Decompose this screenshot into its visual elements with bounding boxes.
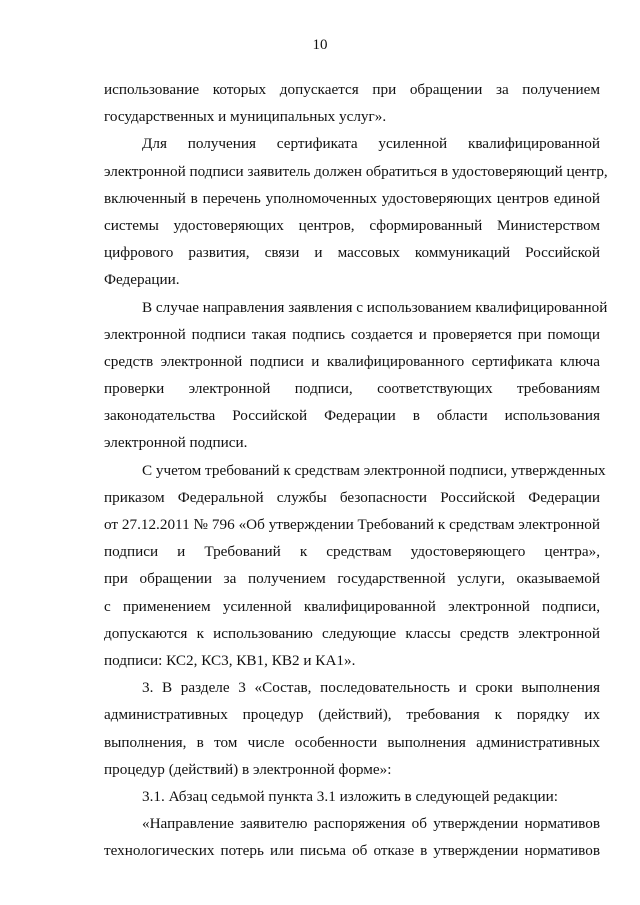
text-line: выполнения, в том числе особенности выполнения административных xyxy=(104,733,600,751)
text-line: средств электронной подписи и квалифицированного сертификата ключа xyxy=(104,352,600,370)
paragraph-5 xyxy=(104,674,600,783)
text-line: при обращении за получением государственной услуги, оказываемой xyxy=(104,570,600,588)
text-line: Федерации. xyxy=(104,271,180,289)
text-line: проверки электронной подписи, соответствующих требованиям xyxy=(104,380,600,398)
text-line: государственных и муниципальных услуг». xyxy=(104,108,387,126)
text-line: «Направление заявителю распоряжения об утверждении нормативов xyxy=(142,815,600,833)
text-line: с применением усиленной квалифицированной электронной подписи, xyxy=(104,597,600,615)
text-line: законодательства Российской Федерации в области использования xyxy=(104,407,600,425)
paragraph-6 xyxy=(104,783,600,810)
paragraph-1 xyxy=(104,76,600,130)
text-line: процедур (действий) в электронной форме»: xyxy=(104,760,392,778)
text-line: допускаются к использованию следующие классы средств электронной xyxy=(104,624,600,642)
text-line: приказом Федеральной службы безопасности Российской Федерации xyxy=(104,488,600,506)
text-line: использование которых допускается при обращении за получением xyxy=(104,81,600,98)
text-line: цифрового развития, связи и массовых коммуникаций Российской xyxy=(104,244,600,262)
text-line: С учетом требований к средствам электронной подписи, утвержденных xyxy=(142,461,606,479)
text-line: технологических потерь или письма об отказе в утверждении нормативов xyxy=(104,842,600,860)
text-line: от 27.12.2011 № 796 «Об утверждении Требований к средствам электронной xyxy=(104,516,600,533)
paragraph-2 xyxy=(104,130,608,293)
text-line: электронной подписи такая подпись создается и проверяется при помощи xyxy=(104,325,600,343)
document-body xyxy=(104,76,608,864)
paragraph-4 xyxy=(104,457,606,675)
paragraph-3 xyxy=(104,294,608,457)
text-line: подписи: КС2, КС3, КВ1, КВ2 и КА1». xyxy=(104,651,356,669)
text-line: административных процедур (действий), требования к порядку их xyxy=(104,706,600,724)
text-line: Для получения сертификата усиленной квалифицированной xyxy=(142,135,600,153)
paragraph-7 xyxy=(104,810,600,864)
text-line: В случае направления заявления с использованием квалифицированной xyxy=(142,298,608,316)
text-line: 3. В разделе 3 «Состав, последовательность и сроки выполнения xyxy=(142,679,600,697)
page-number: 10 xyxy=(312,37,328,53)
text-line: 3.1. Абзац седьмой пункта 3.1 изложить в следующей редакции: xyxy=(142,787,558,805)
text-line: электронной подписи. xyxy=(104,434,248,452)
text-line: включенный в перечень уполномоченных удостоверяющих центров единой xyxy=(104,189,600,207)
text-line: электронной подписи заявитель должен обратиться в удостоверяющий центр, xyxy=(104,162,608,180)
text-line: системы удостоверяющих центров, сформированный Министерством xyxy=(104,216,600,234)
text-line: подписи и Требований к средствам удостоверяющего центра», xyxy=(104,543,600,561)
